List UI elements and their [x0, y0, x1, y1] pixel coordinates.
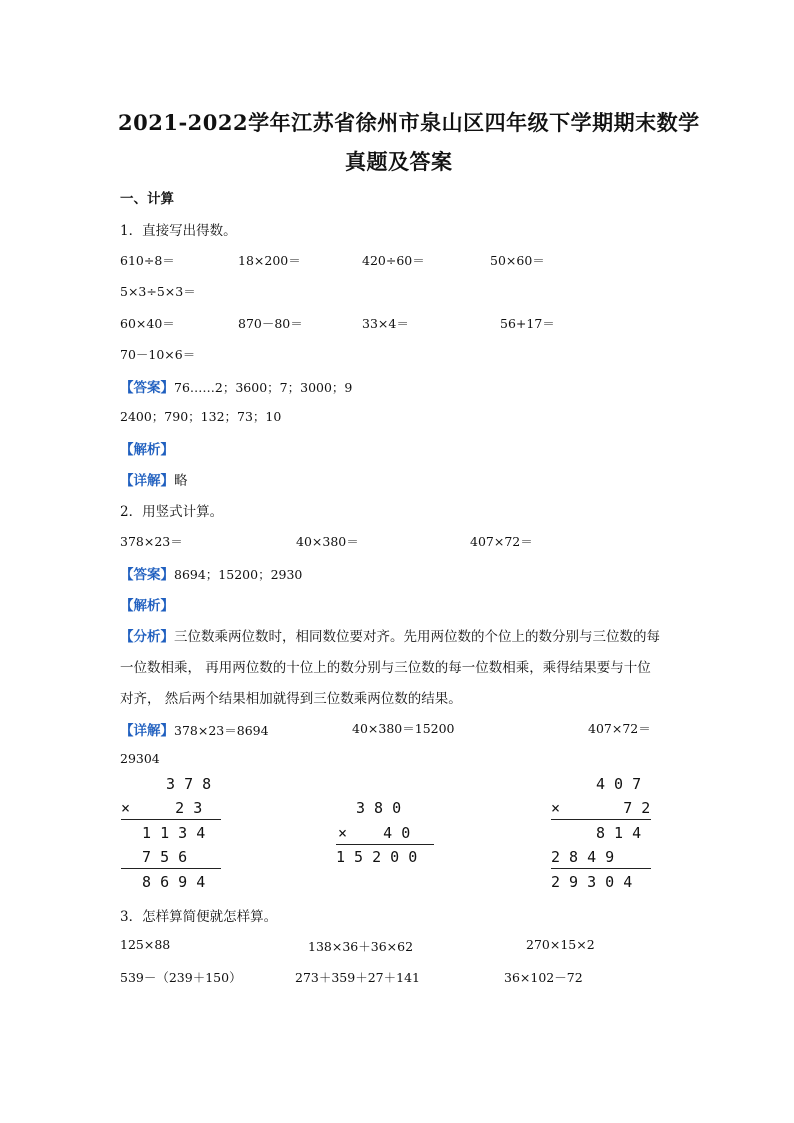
question-2-prompt: 2．用竖式计算。: [120, 504, 224, 520]
answer-text: 8694；15200；2930: [174, 567, 303, 582]
vcalc-row: 8 1 4: [596, 824, 642, 842]
q2-expr: 40×380＝: [296, 534, 359, 549]
detail-tag: 【详解】: [120, 473, 174, 489]
q3-expr: 270×15×2: [526, 937, 595, 952]
q2-expr: 407×72＝: [470, 534, 533, 549]
q2-expr: 378×23＝: [120, 534, 183, 549]
q1-expr: 610÷8＝: [120, 253, 175, 268]
q3-expr: 36×102－72: [504, 970, 583, 985]
answer-tag: 【答案】: [120, 380, 174, 396]
fenxi-line3: 对齐， 然后两个结果相加就得到三位数乘两位数的结果。: [120, 691, 462, 707]
vcalc-row: 4 0 7: [596, 775, 642, 793]
detail-text: 略: [174, 473, 188, 489]
detail-tag: 【详解】: [120, 723, 174, 739]
q2-detail-3b: 29304: [120, 751, 160, 766]
q1-expr: 870－80＝: [238, 316, 303, 331]
analysis-tag: 【解析】: [120, 598, 174, 614]
q3-expr: 138×36＋36×62: [308, 939, 414, 954]
vcalc-row: × 4 0: [338, 824, 411, 842]
vcalc-row: 1 5 2 0 0: [336, 848, 418, 866]
vcalc-row: 8 6 9 4: [124, 873, 206, 891]
vcalc-row: 3 7 8: [148, 775, 212, 793]
q2-detail-1: [120, 719, 269, 739]
q1-expr: 56+17＝: [500, 316, 555, 331]
q3-expr: 125×88: [120, 937, 171, 952]
document-title-line2: 真题及答案: [345, 149, 453, 174]
q3-expr: 273＋359＋27＋141: [295, 970, 420, 985]
vcalc-row: 7 5 6: [124, 848, 188, 866]
q2-detail-3: 407×72＝: [588, 721, 651, 736]
fenxi-text: 三位数乘两位数时，相同数位要对齐。先用两位数的个位上的数分别与三位数的每: [174, 629, 660, 645]
q2-answer: [120, 563, 302, 583]
vcalc-rule: [121, 868, 221, 869]
q1-answer: [120, 376, 352, 396]
vcalc-rule: [551, 868, 651, 869]
q1-expr: 60×40＝: [120, 316, 175, 331]
vcalc-row: 1 1 3 4: [124, 824, 206, 842]
q2-detail-2: 40×380＝15200: [352, 721, 455, 736]
vcalc-row: 2 9 3 0 4: [551, 873, 633, 891]
section-heading: 一、计算: [120, 191, 174, 207]
fenxi-line1: [120, 625, 660, 645]
answer-text: 76……2；3600；7；3000；9: [174, 380, 353, 395]
q1-expr: 50×60＝: [490, 253, 545, 268]
vcalc-row: × 2 3: [121, 799, 203, 817]
fenxi-line2: 一位数相乘， 再用两位数的十位上的数分别与三位数的每一位数相乘，乘得结果要与十位: [120, 660, 651, 676]
analysis-tag: 【解析】: [120, 442, 174, 458]
vcalc-row: 3 8 0: [356, 799, 402, 817]
answer-tag: 【答案】: [120, 567, 174, 583]
document-title-line1: 2021-2022学年江苏省徐州市泉山区四年级下学期期末数学: [118, 110, 700, 135]
q3-expr: 539－（239＋150）: [120, 970, 242, 985]
q1-expr: 18×200＝: [238, 253, 301, 268]
vcalc-rule: [336, 844, 434, 845]
vcalc-row: × 7 2: [551, 799, 651, 817]
vcalc-row: 2 8 4 9: [551, 848, 615, 866]
q1-expr: 33×4＝: [362, 316, 409, 331]
fenxi-tag: 【分析】: [120, 629, 174, 645]
detail-text: 378×23＝8694: [174, 723, 269, 738]
q1-expr: 70－10×6＝: [120, 347, 196, 362]
q1-expr: 420÷60＝: [362, 253, 425, 268]
question-1-prompt: 1．直接写出得数。: [120, 223, 237, 239]
q1-answer-line2: 2400；790；132；73；10: [120, 409, 282, 424]
q1-detail: [120, 469, 188, 489]
q1-expr: 5×3÷5×3＝: [120, 284, 196, 299]
vcalc-rule: [551, 819, 651, 820]
vcalc-rule: [121, 819, 221, 820]
question-3-prompt: 3．怎样算简便就怎样算。: [120, 909, 278, 925]
